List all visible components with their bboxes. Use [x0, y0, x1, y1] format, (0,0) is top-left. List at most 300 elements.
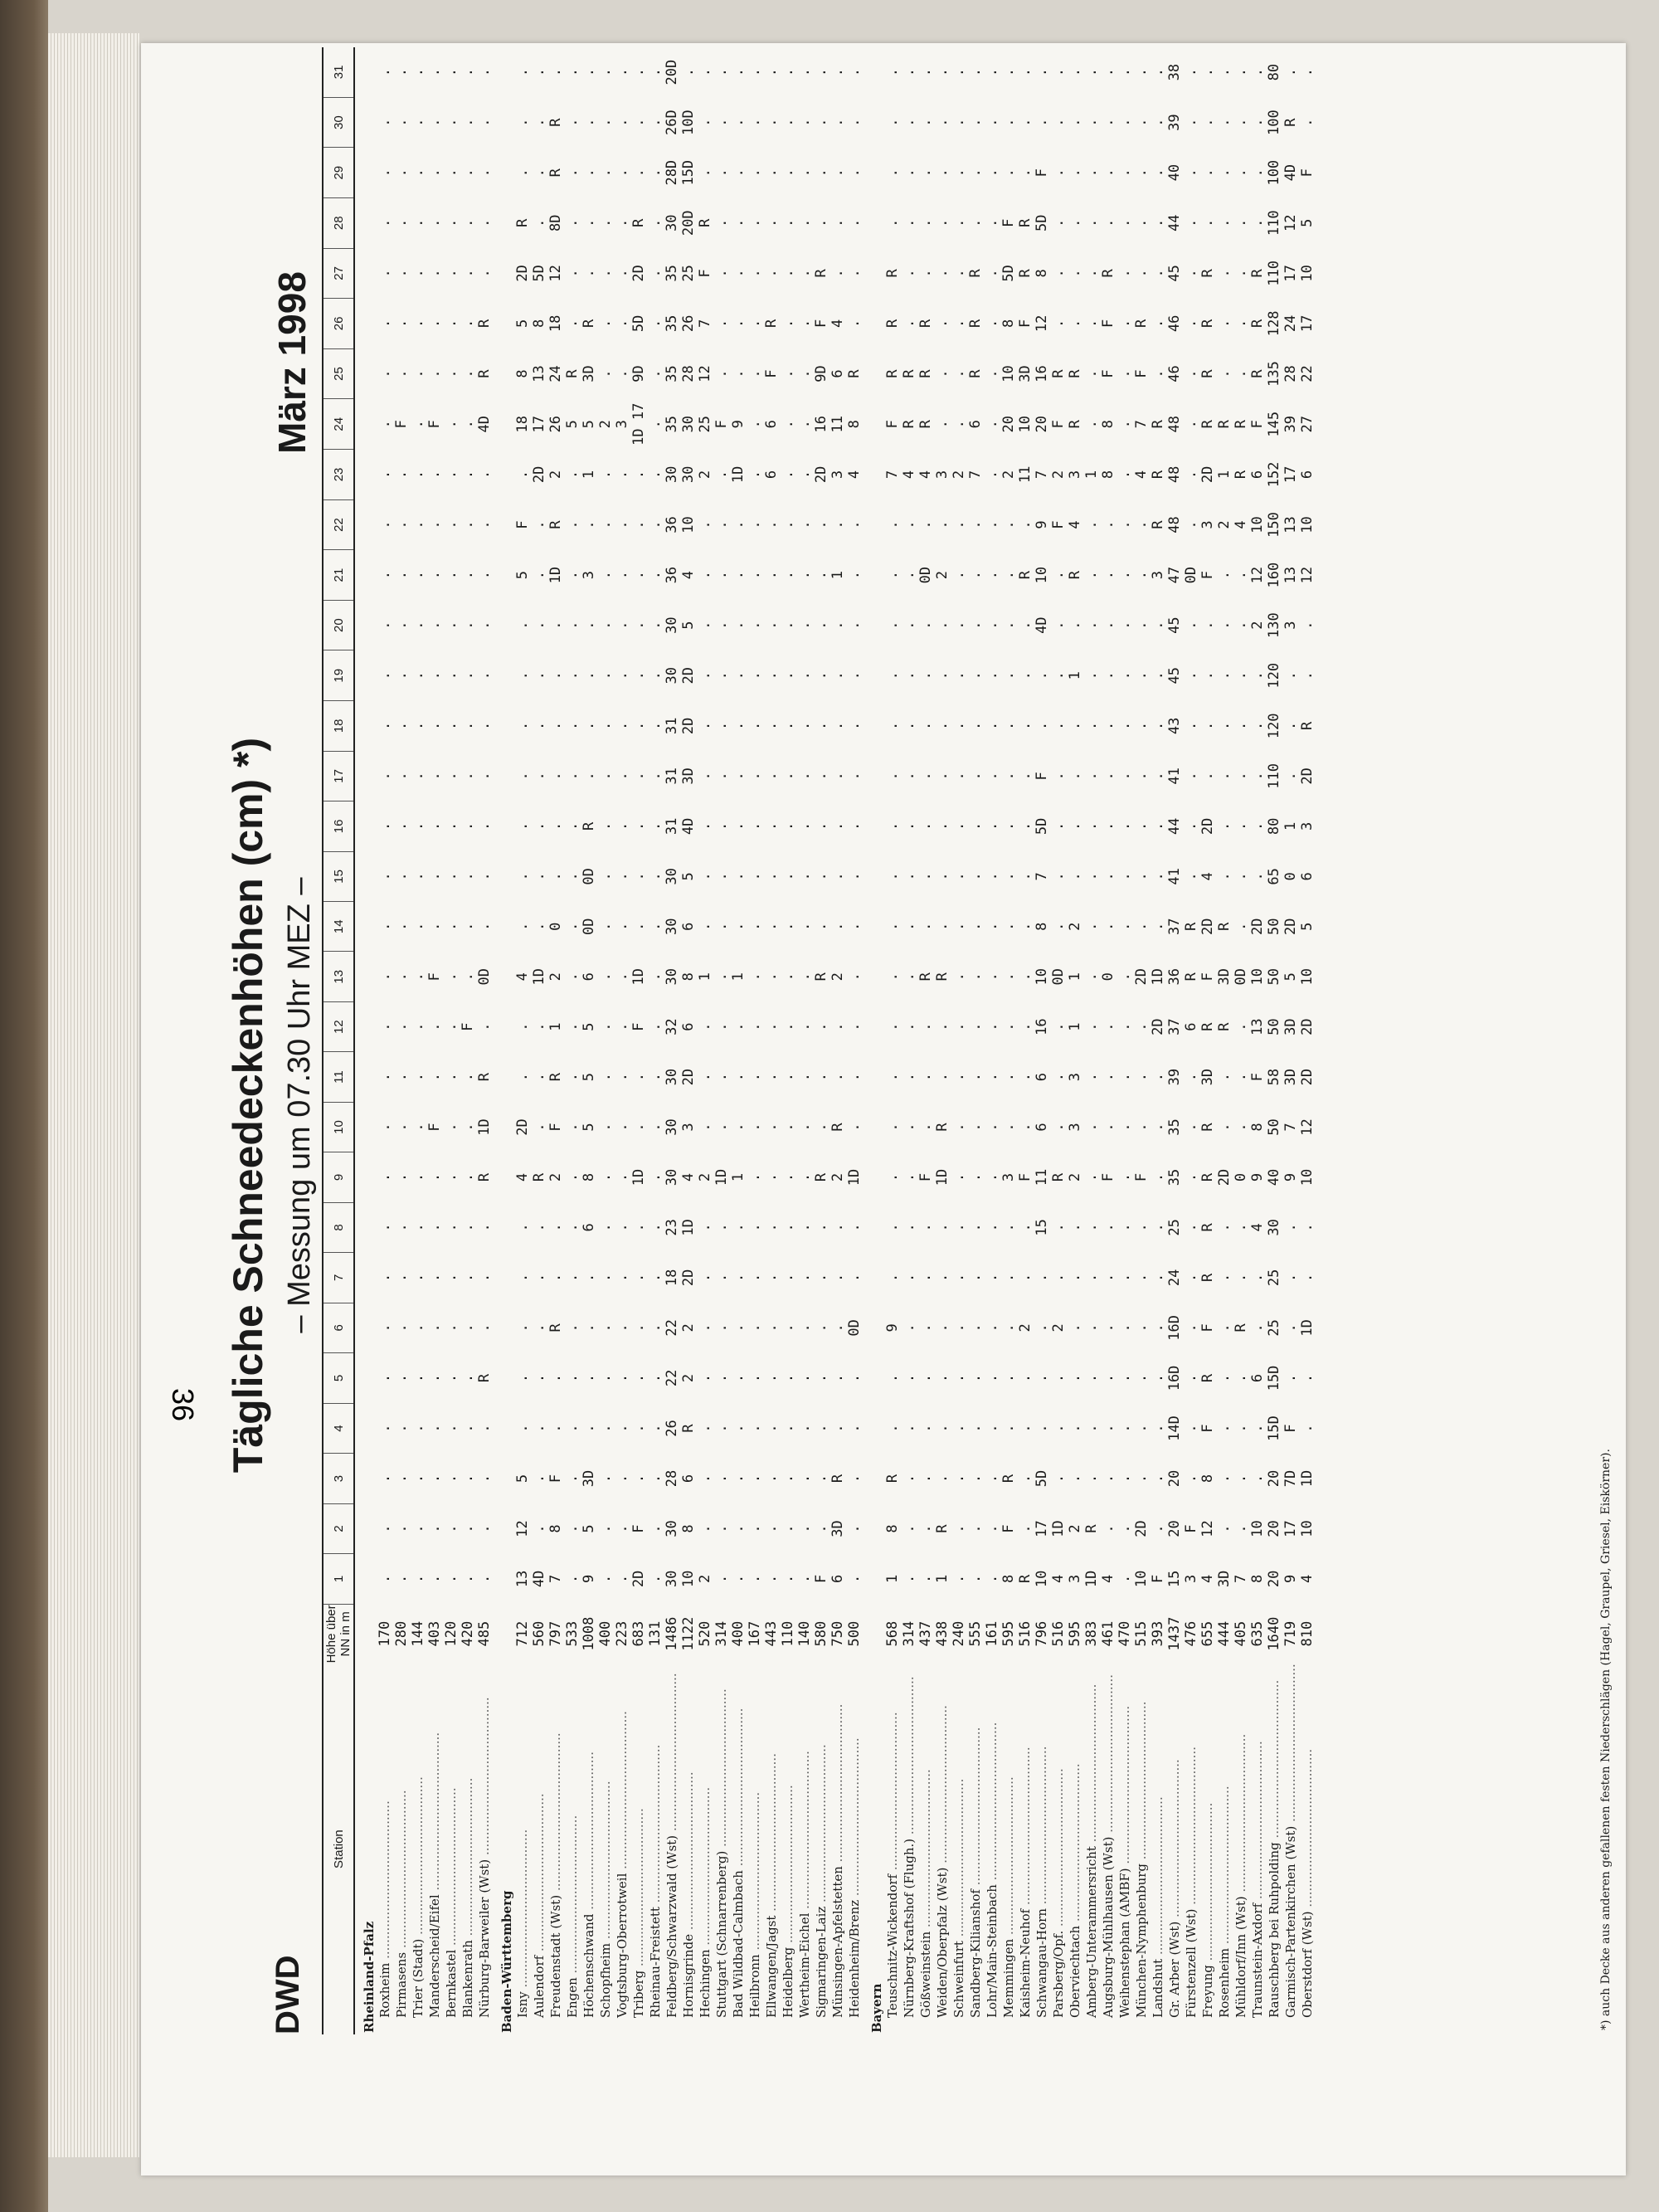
- value-cell: .: [514, 1022, 531, 1031]
- value-cell: .: [1183, 1373, 1199, 1383]
- value-cell: 1D: [1299, 1319, 1316, 1337]
- height-cell: 438: [934, 1620, 951, 1647]
- value-cell: R: [1199, 319, 1216, 329]
- value-cell: R: [763, 319, 780, 329]
- value-cell: .: [763, 1574, 780, 1584]
- value-cell: .: [630, 118, 647, 127]
- value-cell: .: [846, 721, 863, 730]
- value-cell: .: [581, 168, 597, 178]
- value-cell: 10: [1299, 265, 1316, 282]
- value-cell: .: [901, 772, 917, 781]
- value-cell: 1: [1282, 821, 1299, 831]
- table-row: [984, 47, 1000, 2034]
- value-cell: .: [426, 671, 443, 680]
- value-cell: .: [614, 369, 630, 378]
- value-cell: .: [884, 1172, 901, 1182]
- column-header-day: 9: [323, 1152, 354, 1202]
- table-body: [354, 47, 1316, 2034]
- table-row: [597, 47, 614, 2034]
- value-cell: .: [514, 118, 531, 127]
- value-cell: .: [780, 68, 796, 77]
- leader-dots: ........................................: [1217, 1786, 1232, 1948]
- station-cell: [967, 1664, 984, 2034]
- value-cell: .: [1150, 721, 1166, 730]
- value-cell: .: [564, 1373, 581, 1383]
- value-cell: R: [547, 168, 564, 178]
- value-cell: .: [1100, 1424, 1117, 1433]
- value-cell: 10: [1034, 967, 1050, 986]
- value-cell: .: [730, 570, 747, 580]
- value-cell: .: [884, 68, 901, 77]
- value-cell: R: [547, 1072, 564, 1082]
- station-name: Schweinfurt: [951, 1941, 966, 2018]
- value-cell: .: [1183, 420, 1199, 429]
- value-cell: .: [951, 1574, 967, 1584]
- value-cell: .: [426, 1424, 443, 1433]
- value-cell: 37: [1166, 918, 1183, 936]
- value-cell: .: [934, 369, 951, 378]
- value-cell: 1: [830, 570, 846, 580]
- station-name: Weiden/Oberpfalz (Wst): [935, 1867, 950, 2018]
- value-cell: .: [1117, 1424, 1133, 1433]
- value-cell: .: [730, 1022, 747, 1031]
- value-cell: .: [763, 1022, 780, 1031]
- value-cell: 5: [514, 570, 531, 580]
- value-cell: R: [531, 1172, 547, 1182]
- value-cell: .: [476, 68, 493, 77]
- value-cell: .: [796, 972, 813, 982]
- value-cell: .: [780, 570, 796, 580]
- value-cell: .: [1183, 470, 1199, 480]
- value-cell: R: [1249, 369, 1266, 378]
- value-cell: .: [564, 218, 581, 227]
- value-cell: .: [747, 1172, 763, 1182]
- value-cell: 39: [1282, 415, 1299, 433]
- station-cell: [1000, 1664, 1017, 2034]
- value-cell: 26: [547, 415, 564, 433]
- station-name: Rheinau-Freistett: [648, 1907, 663, 2018]
- value-cell: .: [780, 1474, 796, 1484]
- height-cell: 810: [1299, 1620, 1316, 1647]
- leader-dots: ........................................: [747, 1791, 762, 1955]
- value-cell: .: [597, 369, 614, 378]
- height-cell: 635: [1249, 1620, 1266, 1647]
- value-cell: .: [476, 570, 493, 580]
- value-cell: 50: [1266, 1118, 1282, 1136]
- value-cell: .: [564, 721, 581, 730]
- value-cell: .: [747, 168, 763, 178]
- value-cell: .: [1216, 218, 1233, 227]
- value-cell: .: [1183, 721, 1199, 730]
- value-cell: 17: [1282, 1520, 1299, 1537]
- value-cell: 17: [531, 415, 547, 433]
- value-cell: 6: [581, 1223, 597, 1232]
- value-cell: 15D: [680, 159, 697, 186]
- value-cell: 25: [1166, 1219, 1183, 1236]
- value-cell: .: [967, 1574, 984, 1584]
- value-cell: .: [647, 420, 664, 429]
- value-cell: .: [713, 972, 730, 982]
- value-cell: .: [730, 671, 747, 680]
- value-cell: .: [697, 1323, 713, 1333]
- leader-dots: ........................................: [885, 1712, 900, 1874]
- value-cell: .: [426, 1172, 443, 1182]
- value-cell: .: [1183, 1424, 1199, 1433]
- value-cell: .: [934, 520, 951, 529]
- station-name: Bernkastel: [444, 1949, 459, 2018]
- value-cell: 22: [1299, 365, 1316, 382]
- value-cell: 17: [1299, 314, 1316, 333]
- value-cell: .: [547, 1373, 564, 1383]
- value-cell: 12: [1299, 1118, 1316, 1136]
- value-cell: .: [1233, 1123, 1249, 1132]
- value-cell: .: [410, 68, 426, 77]
- value-cell: F: [1034, 772, 1050, 781]
- value-cell: .: [984, 1022, 1000, 1031]
- value-cell: .: [426, 821, 443, 831]
- value-cell: .: [443, 420, 460, 429]
- station-cell: [1150, 1664, 1166, 2034]
- value-cell: .: [1067, 772, 1083, 781]
- value-cell: 135: [1266, 361, 1282, 387]
- height-cell: 405: [1233, 1620, 1249, 1647]
- value-cell: .: [813, 1223, 830, 1232]
- value-cell: .: [1183, 821, 1199, 831]
- value-cell: 65: [1266, 868, 1282, 885]
- leader-dots: ........................................: [1250, 1741, 1265, 1903]
- leader-dots: ........................................: [985, 1722, 1000, 1885]
- value-cell: .: [697, 772, 713, 781]
- value-cell: 36: [664, 566, 680, 584]
- value-cell: 13: [1282, 566, 1299, 584]
- value-cell: 1: [1216, 470, 1233, 480]
- value-cell: .: [967, 68, 984, 77]
- value-cell: .: [647, 821, 664, 831]
- height-cell: 170: [377, 1620, 393, 1647]
- value-cell: .: [564, 821, 581, 831]
- value-cell: .: [1233, 922, 1249, 931]
- value-cell: .: [697, 621, 713, 630]
- value-cell: .: [647, 872, 664, 881]
- value-cell: .: [830, 671, 846, 680]
- value-cell: .: [514, 168, 531, 178]
- value-cell: 12: [1282, 214, 1299, 231]
- value-cell: .: [1150, 1123, 1166, 1132]
- value-cell: .: [1117, 168, 1133, 178]
- value-cell: .: [531, 1373, 547, 1383]
- value-cell: 2: [1000, 470, 1017, 480]
- value-cell: 0: [1233, 1172, 1249, 1182]
- value-cell: 2: [697, 1574, 713, 1584]
- value-cell: .: [934, 1424, 951, 1433]
- value-cell: .: [796, 1524, 813, 1533]
- value-cell: .: [597, 1072, 614, 1082]
- value-cell: 2: [680, 1323, 697, 1333]
- value-cell: .: [460, 872, 476, 881]
- value-cell: .: [901, 1273, 917, 1282]
- value-cell: .: [967, 721, 984, 730]
- value-cell: .: [1249, 168, 1266, 178]
- value-cell: .: [1100, 218, 1117, 227]
- value-cell: .: [564, 570, 581, 580]
- value-cell: R: [476, 319, 493, 329]
- height-cell: 1437: [1166, 1616, 1183, 1651]
- value-cell: .: [1034, 671, 1050, 680]
- value-cell: .: [476, 1474, 493, 1484]
- value-cell: .: [984, 1424, 1000, 1433]
- value-cell: R: [934, 972, 951, 982]
- value-cell: .: [1083, 1273, 1100, 1282]
- value-cell: .: [1083, 1223, 1100, 1232]
- value-cell: 12: [514, 1520, 531, 1537]
- value-cell: .: [1183, 1474, 1199, 1484]
- value-cell: .: [713, 570, 730, 580]
- value-cell: .: [597, 922, 614, 931]
- value-cell: .: [967, 621, 984, 630]
- value-cell: .: [393, 1524, 410, 1533]
- value-cell: 1D: [1050, 1520, 1067, 1537]
- value-cell: .: [547, 1273, 564, 1282]
- value-cell: .: [846, 972, 863, 982]
- value-cell: .: [460, 470, 476, 480]
- value-cell: .: [410, 1022, 426, 1031]
- value-cell: .: [846, 1072, 863, 1082]
- value-cell: .: [713, 1574, 730, 1584]
- value-cell: 10: [1299, 967, 1316, 986]
- value-cell: .: [917, 68, 934, 77]
- station-name: Memmingen: [1001, 1938, 1016, 2018]
- value-cell: .: [917, 520, 934, 529]
- value-cell: 0: [1282, 872, 1299, 881]
- value-cell: .: [1000, 721, 1017, 730]
- value-cell: .: [393, 671, 410, 680]
- value-cell: .: [813, 1022, 830, 1031]
- value-cell: .: [426, 922, 443, 931]
- value-cell: .: [747, 68, 763, 77]
- value-cell: .: [1117, 470, 1133, 480]
- value-cell: .: [697, 922, 713, 931]
- value-cell: .: [1133, 721, 1150, 730]
- value-cell: 28: [680, 365, 697, 382]
- value-cell: .: [443, 570, 460, 580]
- value-cell: .: [830, 218, 846, 227]
- value-cell: 50: [1266, 918, 1282, 936]
- value-cell: 28D: [664, 159, 680, 186]
- value-cell: .: [1199, 218, 1216, 227]
- value-cell: F: [813, 1574, 830, 1584]
- value-cell: 2: [547, 972, 564, 982]
- value-cell: F: [1199, 1424, 1216, 1433]
- value-cell: .: [901, 1072, 917, 1082]
- value-cell: 1: [730, 972, 747, 982]
- table-row: [1000, 47, 1017, 2034]
- value-cell: .: [460, 319, 476, 329]
- value-cell: .: [1050, 269, 1067, 278]
- value-cell: .: [901, 621, 917, 630]
- value-cell: .: [1017, 721, 1034, 730]
- value-cell: .: [597, 218, 614, 227]
- station-cell: [1050, 1664, 1067, 2034]
- value-cell: .: [780, 269, 796, 278]
- value-cell: 3: [1282, 621, 1299, 630]
- value-cell: 41: [1166, 767, 1183, 785]
- snow-depth-table: [322, 47, 1316, 2034]
- value-cell: .: [763, 621, 780, 630]
- value-cell: .: [1117, 319, 1133, 329]
- value-cell: .: [647, 570, 664, 580]
- value-cell: .: [1233, 1373, 1249, 1383]
- value-cell: .: [917, 821, 934, 831]
- value-cell: .: [1233, 68, 1249, 77]
- value-cell: .: [917, 621, 934, 630]
- value-cell: R: [1017, 1574, 1034, 1584]
- value-cell: .: [1233, 621, 1249, 630]
- value-cell: .: [564, 972, 581, 982]
- table-row: [1034, 47, 1050, 2034]
- value-cell: .: [1233, 1022, 1249, 1031]
- value-cell: .: [476, 671, 493, 680]
- value-cell: 30: [664, 918, 680, 936]
- value-cell: F: [460, 1022, 476, 1031]
- value-cell: .: [393, 168, 410, 178]
- value-cell: 50: [1266, 967, 1282, 986]
- value-cell: .: [443, 1373, 460, 1383]
- value-cell: .: [1083, 68, 1100, 77]
- table-row: [917, 47, 934, 2034]
- value-cell: 2D: [1299, 1068, 1316, 1086]
- value-cell: 12: [1034, 314, 1050, 333]
- leader-dots: ........................................: [681, 1771, 696, 1934]
- value-cell: .: [796, 68, 813, 77]
- value-cell: R: [1050, 369, 1067, 378]
- value-cell: .: [884, 721, 901, 730]
- station-name: Weihenstephan (AMBF): [1117, 1868, 1132, 2018]
- value-cell: .: [460, 1524, 476, 1533]
- value-cell: .: [901, 671, 917, 680]
- value-cell: .: [763, 168, 780, 178]
- value-cell: .: [967, 872, 984, 881]
- value-cell: .: [1150, 1373, 1166, 1383]
- value-cell: .: [443, 319, 460, 329]
- value-cell: .: [1216, 319, 1233, 329]
- value-cell: .: [984, 721, 1000, 730]
- column-header-day: 2: [323, 1503, 354, 1553]
- value-cell: 26: [664, 1420, 680, 1437]
- value-cell: .: [846, 1574, 863, 1584]
- value-cell: .: [460, 570, 476, 580]
- value-cell: 2D: [1199, 918, 1216, 936]
- value-cell: 8: [884, 1524, 901, 1533]
- value-cell: 26: [680, 314, 697, 333]
- value-cell: 25: [680, 265, 697, 282]
- value-cell: .: [1083, 1323, 1100, 1333]
- value-cell: .: [713, 1323, 730, 1333]
- column-header-day: 15: [323, 851, 354, 901]
- value-cell: 7: [1233, 1574, 1249, 1584]
- value-cell: .: [1083, 1424, 1100, 1433]
- value-cell: .: [377, 772, 393, 781]
- leader-dots: ........................................: [581, 1751, 596, 1914]
- value-cell: 13: [1282, 516, 1299, 534]
- value-cell: 8: [1000, 1574, 1017, 1584]
- value-cell: .: [1183, 1273, 1199, 1282]
- leader-dots: ........................................: [951, 1778, 966, 1942]
- leader-dots: ........................................: [1184, 1747, 1199, 1909]
- value-cell: 1D: [1299, 1469, 1316, 1488]
- value-cell: R: [901, 369, 917, 378]
- value-cell: 35: [1166, 1168, 1183, 1186]
- value-cell: 2: [1067, 922, 1083, 931]
- value-cell: .: [780, 1323, 796, 1333]
- value-cell: .: [813, 1524, 830, 1533]
- value-cell: .: [1299, 1273, 1316, 1282]
- value-cell: .: [984, 168, 1000, 178]
- value-cell: .: [846, 671, 863, 680]
- value-cell: .: [581, 671, 597, 680]
- station-cell: [426, 1664, 443, 2034]
- value-cell: .: [1083, 118, 1100, 127]
- value-cell: .: [443, 1022, 460, 1031]
- value-cell: 2D: [531, 465, 547, 484]
- station-cell: [564, 1664, 581, 2034]
- column-header-day: 8: [323, 1202, 354, 1252]
- value-cell: R: [1199, 1273, 1216, 1282]
- value-cell: .: [597, 1323, 614, 1333]
- value-cell: .: [713, 218, 730, 227]
- value-cell: .: [1017, 872, 1034, 881]
- value-cell: .: [460, 1574, 476, 1584]
- value-cell: .: [614, 1474, 630, 1484]
- value-cell: .: [697, 1123, 713, 1132]
- value-cell: .: [884, 772, 901, 781]
- station-cell: [730, 1664, 747, 2034]
- value-cell: 12: [1299, 566, 1316, 584]
- value-cell: .: [1017, 922, 1034, 931]
- value-cell: R: [934, 1123, 951, 1132]
- value-cell: .: [630, 470, 647, 480]
- value-cell: .: [460, 369, 476, 378]
- value-cell: 4D: [1034, 616, 1050, 634]
- value-cell: .: [1117, 1172, 1133, 1182]
- value-cell: .: [1100, 1373, 1117, 1383]
- value-cell: .: [934, 621, 951, 630]
- value-cell: .: [730, 922, 747, 931]
- value-cell: .: [1083, 872, 1100, 881]
- leader-dots: ........................................: [598, 1781, 613, 1943]
- value-cell: .: [614, 821, 630, 831]
- height-cell: 568: [884, 1620, 901, 1647]
- value-cell: .: [713, 1223, 730, 1232]
- value-cell: 1: [1067, 972, 1083, 982]
- value-cell: .: [1117, 671, 1133, 680]
- value-cell: 10: [1034, 1570, 1050, 1588]
- station-name: Engen: [565, 1977, 580, 2018]
- height-cell: 393: [1150, 1620, 1166, 1647]
- value-cell: 2D: [1199, 465, 1216, 484]
- height-cell: 131: [647, 1620, 664, 1647]
- value-cell: .: [1183, 1223, 1199, 1232]
- value-cell: 2D: [1133, 967, 1150, 986]
- value-cell: 110: [1266, 210, 1282, 236]
- value-cell: .: [1050, 922, 1067, 931]
- value-cell: .: [967, 1022, 984, 1031]
- value-cell: 16D: [1166, 1315, 1183, 1341]
- value-cell: .: [410, 1524, 426, 1533]
- value-cell: R: [1067, 570, 1083, 580]
- table-row: [680, 47, 697, 2034]
- value-cell: .: [426, 1323, 443, 1333]
- value-cell: 39: [1166, 114, 1183, 131]
